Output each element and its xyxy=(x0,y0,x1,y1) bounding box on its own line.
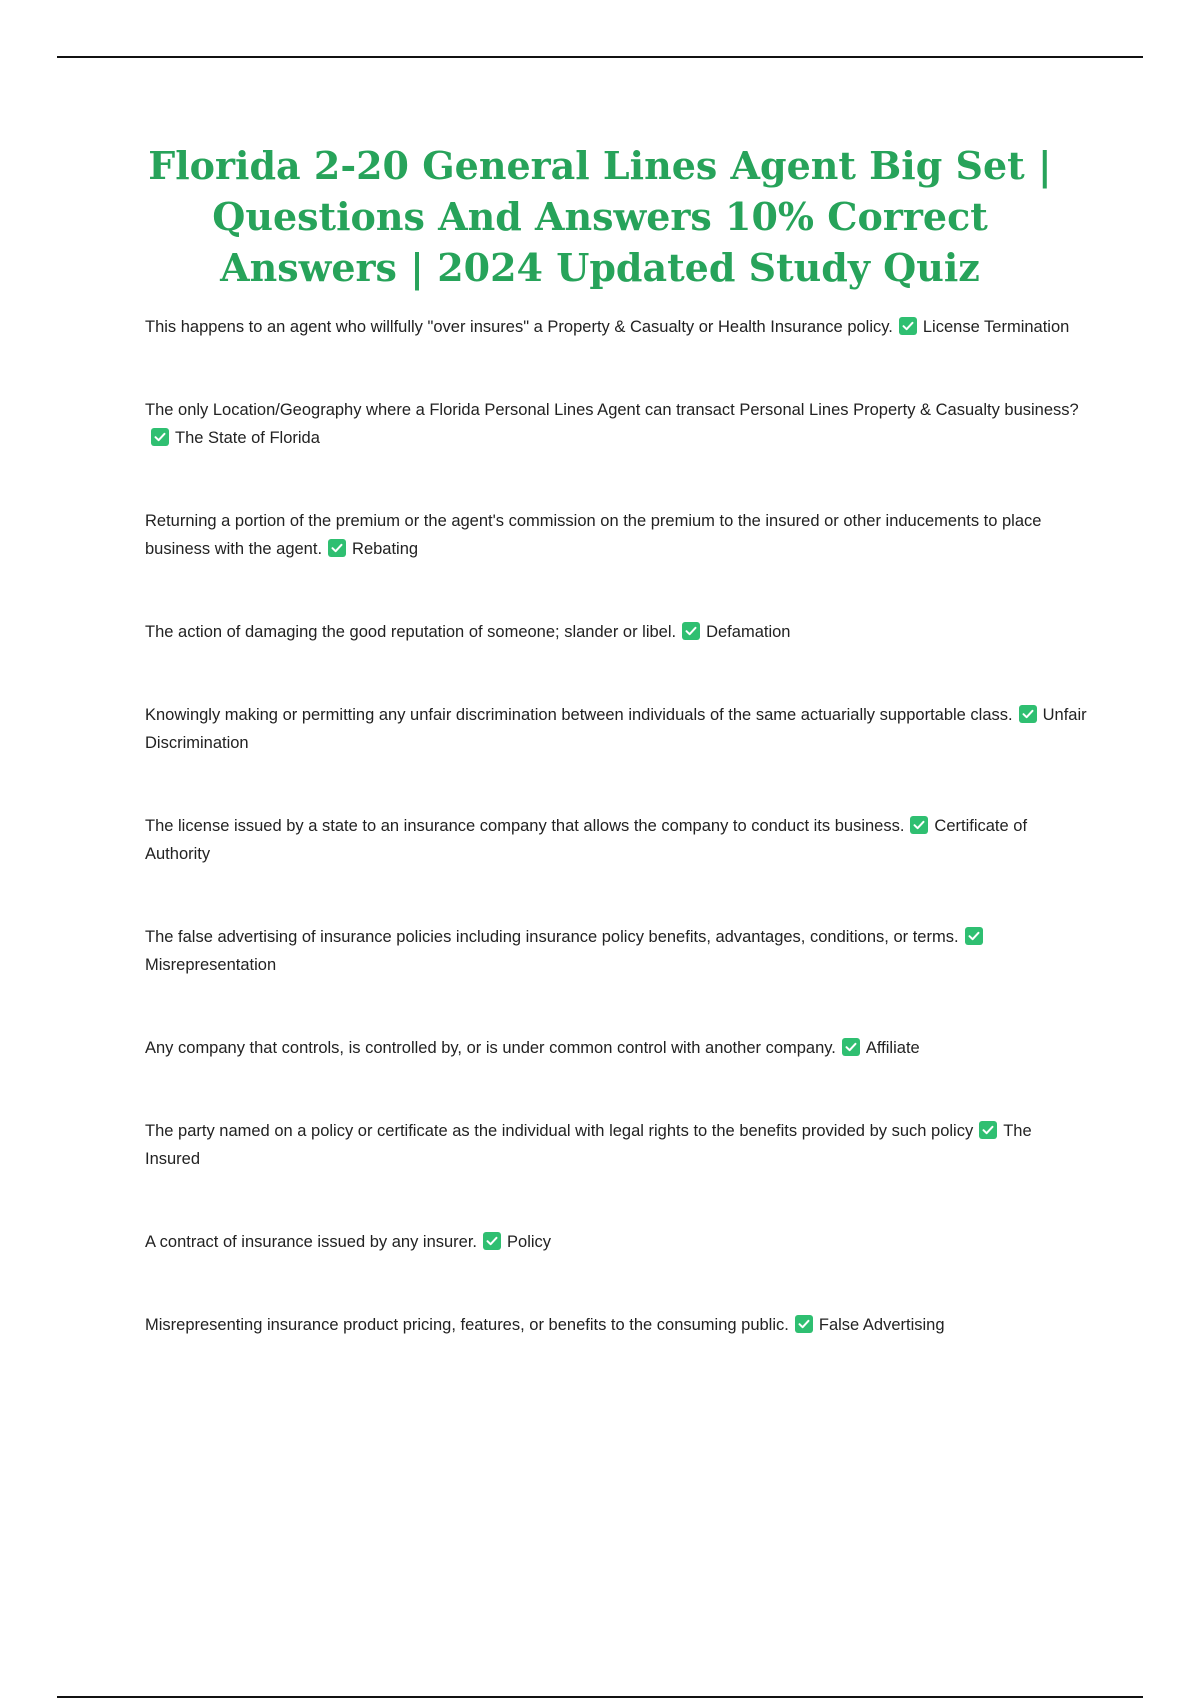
header-rule xyxy=(57,56,1143,58)
question-text: Misrepresenting insurance product pricing, features, or benefits to the consuming public. xyxy=(145,1316,789,1334)
question-text: A contract of insurance issued by any insurer. xyxy=(145,1233,478,1251)
question-text: Any company that controls, is controlled by, or is under common control with another company. xyxy=(145,1039,836,1057)
answer-text: The Insured xyxy=(145,1122,1032,1168)
question-text: This happens to an agent who willfully "over insures" a Property & Casualty or Health Insurance policy. xyxy=(145,318,893,336)
qa-item xyxy=(145,1034,1090,1062)
question-text: Knowingly making or permitting any unfair discrimination between individuals of the same actuarially supportable class. xyxy=(145,706,1013,724)
question-text: The party named on a policy or certificate as the individual with legal rights to the benefits provided by such policy xyxy=(145,1122,974,1140)
check-mark-icon xyxy=(899,317,917,335)
check-mark-icon xyxy=(795,1315,813,1333)
answer-text: False Advertising xyxy=(818,1316,945,1334)
answer-text: Misrepresentation xyxy=(145,956,277,974)
qa-item xyxy=(145,1117,1090,1173)
check-mark-icon xyxy=(910,816,928,834)
check-mark-icon xyxy=(842,1038,860,1056)
qa-item xyxy=(145,507,1090,563)
check-mark-icon xyxy=(483,1232,501,1250)
answer-text: License Termination xyxy=(922,318,1070,336)
answer-text: Affiliate xyxy=(865,1039,920,1057)
check-mark-icon xyxy=(979,1121,997,1139)
qa-item xyxy=(145,812,1090,868)
question-text: The action of damaging the good reputation of someone; slander or libel. xyxy=(145,623,677,641)
qa-item xyxy=(145,1228,1090,1256)
qa-item xyxy=(145,1311,1090,1339)
qa-item xyxy=(145,701,1090,757)
qa-item xyxy=(145,923,1090,979)
qa-item xyxy=(145,618,1090,646)
check-mark-icon xyxy=(682,622,700,640)
document-title: Florida 2-20 General Lines Agent Big Set | Questions And Answers 10% Correct Answers | 2024 Updated Study Quiz xyxy=(148,143,1052,290)
check-mark-icon xyxy=(1019,705,1037,723)
footer-rule xyxy=(57,1696,1143,1698)
question-text: The false advertising of insurance policies including insurance policy benefits, advantages, conditions, or terms. xyxy=(145,928,959,946)
answer-text: Certificate of Authority xyxy=(145,817,1028,863)
check-mark-icon xyxy=(328,539,346,557)
answer-text: Unfair Discrimination xyxy=(145,706,1087,752)
qa-item xyxy=(145,313,1090,341)
qa-list xyxy=(145,313,1090,1339)
answer-text: The State of Florida xyxy=(175,429,320,447)
question-text: The license issued by a state to an insurance company that allows the company to conduct its business. xyxy=(145,817,905,835)
answer-text: Defamation xyxy=(706,623,791,641)
check-mark-icon xyxy=(151,428,169,446)
question-text: Returning a portion of the premium or the agent's commission on the premium to the insured or other inducements to place business with the agent. xyxy=(145,512,1042,558)
question-text: The only Location/Geography where a Florida Personal Lines Agent can transact Personal Lines Property & Casualty business? xyxy=(145,401,1079,419)
qa-item xyxy=(145,396,1090,452)
answer-text: Rebating xyxy=(352,540,419,558)
check-mark-icon xyxy=(965,927,983,945)
answer-text: Policy xyxy=(507,1233,552,1251)
